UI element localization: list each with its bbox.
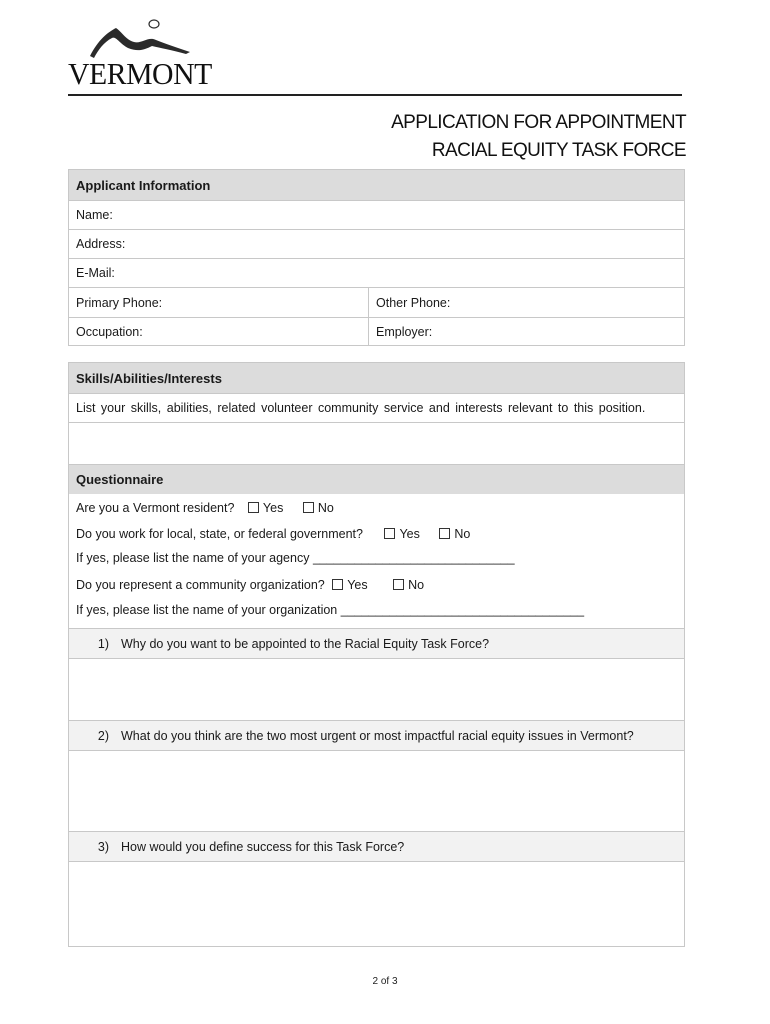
question-2-text: What do you think are the two most urgent or most impactful racial equity issues in Vermont? [121,728,634,743]
question-1-text: Why do you want to be appointed to the Racial Equity Task Force? [121,636,490,651]
email-label: E-Mail: [76,266,115,280]
question-2-row [69,720,684,750]
occupation-label: Occupation: [76,325,143,339]
form-title-line-2: RACIAL EQUITY TASK FORCE [431,140,686,161]
name-field[interactable] [69,200,684,229]
community-yes-checkbox[interactable] [332,579,343,590]
community-no-checkbox[interactable] [393,579,404,590]
agency-line[interactable] [76,551,515,565]
community-question: Do you represent a community organization? [76,578,325,592]
agency-prompt: If yes, please list the name of your agency [76,551,310,565]
page-number: 2 of 3 [372,976,398,987]
government-no-checkbox[interactable] [439,528,450,539]
resident-no-label: No [317,501,334,515]
community-question-line [76,578,424,592]
question-3-answer-field[interactable] [69,861,684,947]
question-1-number: 1) [97,636,109,651]
question-1-answer-field[interactable] [69,658,684,720]
question-3-row [69,831,684,861]
employer-label: Employer: [376,325,433,339]
other-phone-label: Other Phone: [376,295,451,310]
questionnaire-heading: Questionnaire [69,464,684,494]
address-field[interactable] [69,229,684,258]
government-question: Do you work for local, state, or federal government? [76,527,363,541]
skills-answer-field[interactable] [69,422,684,464]
resident-yes-label: Yes [262,501,284,515]
applicant-information-heading: Applicant Information [69,170,684,200]
skills-instruction: List your skills, abilities, related volunteer community service and interests relevant to this position. [69,393,684,422]
resident-no-checkbox[interactable] [303,502,314,513]
header-rule [68,94,682,96]
question-2-number: 2) [97,728,109,743]
organization-prompt: If yes, please list the name of your organization [76,603,338,617]
agency-blank[interactable]: _____________________________ [312,551,515,565]
skills-heading: Skills/Abilities/Interests [69,363,684,393]
email-field[interactable] [69,258,684,287]
name-label: Name: [76,208,113,222]
community-yes-label: Yes [347,578,368,592]
government-question-line [76,527,470,541]
question-1-row [69,628,684,658]
organization-blank[interactable]: ___________________________________ [340,603,585,617]
form-title-line-1: APPLICATION FOR APPOINTMENT [391,112,686,133]
address-label: Address: [76,237,126,251]
primary-phone-field[interactable] [69,287,684,317]
government-yes-label: Yes [399,527,420,541]
community-no-label: No [408,578,425,592]
phone-column-divider [368,287,369,346]
logo-wordmark: VERMONT [68,56,212,91]
vermont-logo [68,18,218,96]
resident-question-line [76,501,334,515]
question-3-text: How would you define success for this Task Force? [121,839,405,854]
government-yes-checkbox[interactable] [384,528,395,539]
organization-line[interactable] [76,603,584,617]
skills-and-questionnaire-section [68,362,685,947]
resident-yes-checkbox[interactable] [248,502,259,513]
applicant-information-section [68,169,685,346]
question-2-answer-field[interactable] [69,750,684,831]
question-3-number: 3) [97,839,109,854]
primary-phone-label: Primary Phone: [76,295,163,310]
resident-question: Are you a Vermont resident? [76,501,235,515]
occupation-field[interactable] [69,317,684,346]
government-no-label: No [454,527,471,541]
